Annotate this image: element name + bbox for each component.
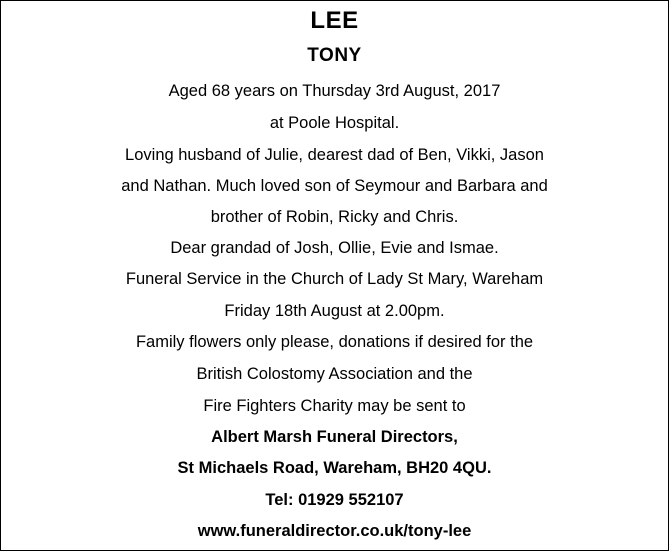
first-name-heading: TONY <box>307 45 362 66</box>
notice-line-family-3: brother of Robin, Ricky and Chris. <box>210 208 459 226</box>
funeral-director-name: Albert Marsh Funeral Directors, <box>211 428 458 446</box>
notice-line-age-date: Aged 68 years on Thursday 3rd August, 2017 <box>168 82 501 100</box>
funeral-director-telephone: Tel: 01929 552107 <box>265 491 404 509</box>
notice-line-service-date: Friday 18th August at 2.00pm. <box>224 302 445 320</box>
notice-line-place: at Poole Hospital. <box>269 114 400 132</box>
notice-line-donations-2: British Colostomy Association and the <box>196 365 473 383</box>
notice-line-family-2: and Nathan. Much loved son of Seymour and Barbara and <box>121 177 548 195</box>
funeral-director-website: www.funeraldirector.co.uk/tony-lee <box>197 522 472 540</box>
notice-line-donations-3: Fire Fighters Charity may be sent to <box>203 397 466 415</box>
notice-line-donations-1: Family flowers only please, donations if desired for the <box>135 333 534 351</box>
surname-heading: LEE <box>310 7 359 34</box>
funeral-director-address: St Michaels Road, Wareham, BH20 4QU. <box>177 459 492 477</box>
notice-line-family-1: Loving husband of Julie, dearest dad of Ben, Vikki, Jason <box>125 146 544 164</box>
notice-line-service: Funeral Service in the Church of Lady St Mary, Wareham <box>125 270 544 288</box>
notice-line-grandchildren: Dear grandad of Josh, Ollie, Evie and Ismae. <box>170 239 499 257</box>
